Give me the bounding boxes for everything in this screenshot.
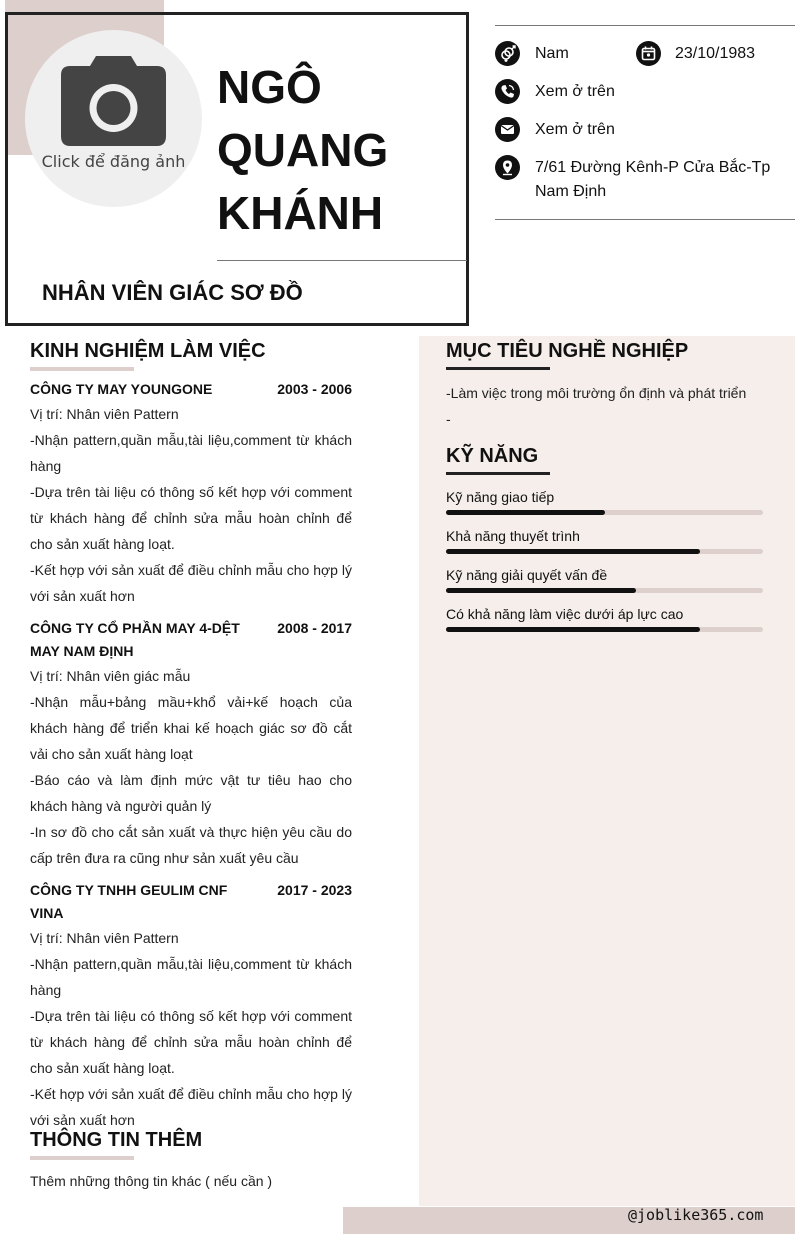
job-title: NHÂN VIÊN GIÁC SƠ ĐỒ (42, 280, 303, 305)
experience-title: KINH NGHIỆM LÀM VIỆC (30, 340, 266, 362)
company-name: CÔNG TY TNHH GEULIM CNF VINA (30, 882, 228, 921)
description-line: Vị trí: Nhân viên giác mẫu (30, 668, 191, 684)
description-line: -Nhận pattern,quần mẫu,tài liệu,comment từ khách hàng (30, 956, 352, 998)
description-line: -Kết hợp với sản xuất để điều chỉnh mẫu cho hợp lý với sản xuất hơn (30, 1086, 352, 1128)
objective-line: - (446, 411, 451, 427)
experience-item (30, 378, 352, 609)
description-line: -Kết hợp với sản xuất để điều chỉnh mẫu cho hợp lý với sản xuất hơn (30, 562, 352, 604)
skill-bar-fill (446, 549, 700, 554)
calendar-icon (636, 41, 661, 66)
skill-bar-fill (446, 510, 605, 515)
description-line: -Báo cáo và làm định mức vật tư tiêu hao cho khách hàng và người quản lý (30, 772, 352, 814)
experience-header (30, 617, 352, 663)
name-line-2: QUANG (217, 124, 389, 176)
experience-item (30, 617, 352, 871)
objective-title: MỤC TIÊU NGHỀ NGHIỆP (446, 340, 689, 362)
phone-icon (495, 79, 520, 104)
name-line-1: NGÔ (217, 61, 322, 113)
experience-header (30, 378, 352, 401)
skill-label: Có khả năng làm việc dưới áp lực cao (446, 606, 684, 622)
skills-title-underline (446, 472, 550, 475)
skill-bar-track (446, 549, 763, 554)
contact-divider-bottom (495, 219, 795, 220)
experience-title-underline (30, 367, 134, 371)
company-name: CÔNG TY MAY YOUNGONE (30, 381, 213, 397)
gender-value: Nam (535, 45, 569, 62)
full-name (217, 56, 457, 245)
description-line: -Dựa trên tài liệu có thông số kết hợp với comment từ khách hàng để chỉnh sửa mẫu hoàn chỉnh để cho sản xuất hàng loạt. (30, 484, 352, 552)
footer-website[interactable]: @joblike365.com (628, 1206, 764, 1224)
skill-bar-fill (446, 627, 700, 632)
description-line: -Dựa trên tài liệu có thông số kết hợp với comment từ khách hàng để chỉnh sửa mẫu hoàn chỉnh để cho sản xuất hàng loạt. (30, 1008, 352, 1076)
name-divider (217, 260, 467, 261)
description-line: Vị trí: Nhân viên Pattern (30, 930, 179, 946)
avatar-caption: Click để đăng ảnh (41, 152, 186, 171)
location-icon (495, 155, 520, 180)
description-line: -In sơ đồ cho cắt sản xuất và thực hiện yêu cầu do cấp trên đưa ra cũng như sản xuất yêu cầu (30, 824, 352, 866)
skill-label: Kỹ năng giải quyết vấn đề (446, 567, 608, 583)
skill-label: Khả năng thuyết trình (446, 528, 580, 544)
job-period: 2003 - 2006 (277, 381, 352, 397)
description-line: -Nhận pattern,quần mẫu,tài liệu,comment từ khách hàng (30, 432, 352, 474)
experience-description (30, 663, 352, 871)
experience-item (30, 879, 352, 1133)
description-line: -Nhận mẫu+bảng mầu+khổ vải+kế hoạch của khách hàng để triển khai kế hoạch giác sơ đồ cắt vải cho sản xuất hàng loạt (30, 694, 352, 762)
objective-text (446, 380, 766, 432)
objective-title-underline (446, 367, 550, 370)
extra-info-title: THÔNG TIN THÊM (30, 1129, 203, 1151)
skills-list (446, 486, 763, 642)
skill-item (446, 564, 763, 603)
skill-label: Kỹ năng giao tiếp (446, 489, 555, 505)
objective-line: -Làm việc trong môi trường ổn định và phát triển (446, 385, 747, 401)
skill-bar-track (446, 510, 763, 515)
extra-info-text: Thêm những thông tin khác ( nếu cần ) (30, 1173, 273, 1189)
skill-bar-track (446, 588, 763, 593)
experience-list (30, 378, 352, 1141)
skills-title: KỸ NĂNG (446, 445, 539, 467)
company-name: CÔNG TY CỔ PHẦN MAY 4-DỆT MAY NAM ĐỊNH (30, 620, 240, 659)
skill-bar-fill (446, 588, 636, 593)
email-value: Xem ở trên (535, 121, 615, 138)
email-icon (495, 117, 520, 142)
skill-item (446, 525, 763, 564)
skill-item (446, 603, 763, 642)
phone-value: Xem ở trên (535, 83, 615, 100)
contact-divider-top (495, 25, 795, 26)
address-value: 7/61 Đường Kênh-P Cửa Bắc-Tp Nam Định (535, 159, 771, 200)
experience-description (30, 401, 352, 609)
experience-description (30, 925, 352, 1133)
experience-header (30, 879, 352, 925)
skill-item (446, 486, 763, 525)
skill-bar-track (446, 627, 763, 632)
description-line: Vị trí: Nhân viên Pattern (30, 406, 179, 422)
gender-icon (495, 41, 520, 66)
job-period: 2017 - 2023 (277, 882, 352, 898)
birthday-value: 23/10/1983 (675, 45, 756, 62)
camera-icon (60, 54, 167, 147)
job-period: 2008 - 2017 (277, 620, 352, 636)
name-line-3: KHÁNH (217, 187, 384, 239)
avatar-upload[interactable] (25, 30, 202, 207)
extra-info-title-underline (30, 1156, 134, 1160)
